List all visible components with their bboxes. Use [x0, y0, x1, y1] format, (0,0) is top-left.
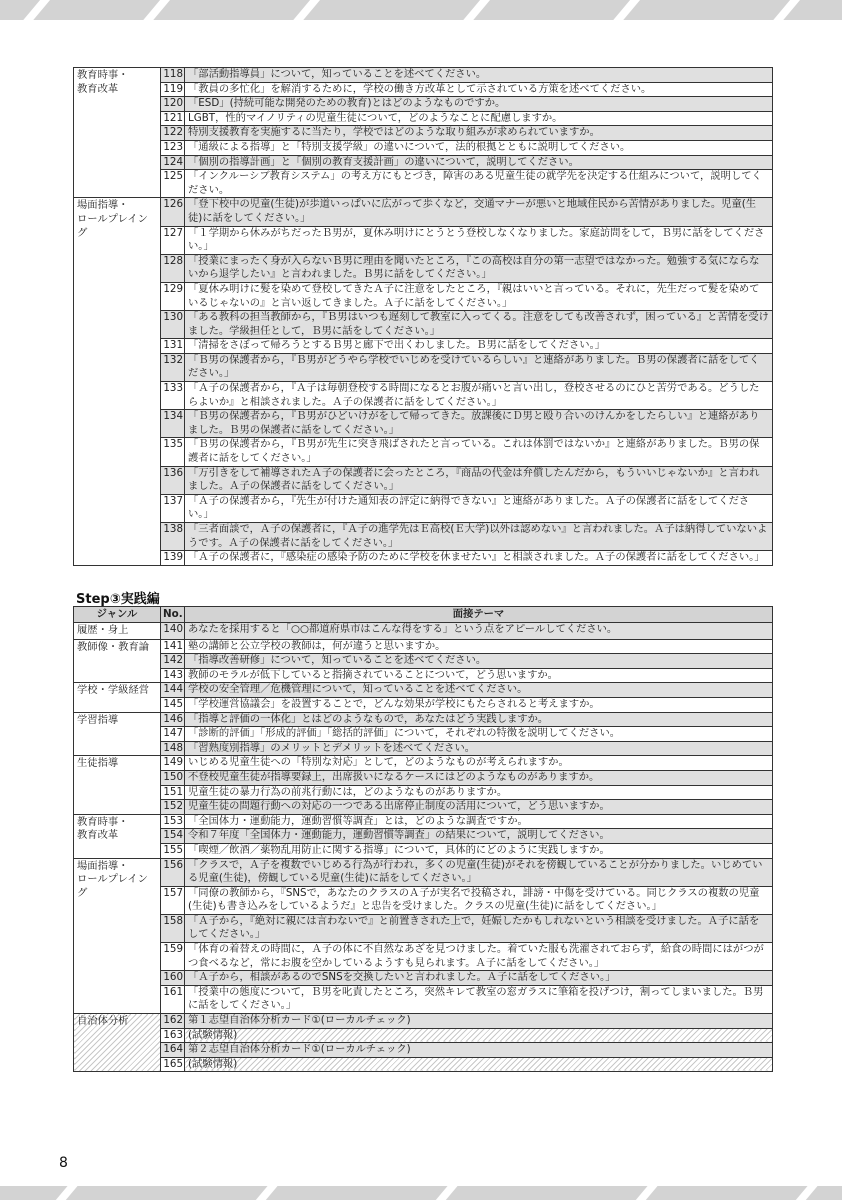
question-text: 「Ａ子から，『絶対に親には言わないで』と前置きされた上で，妊娠したかもしれないという相談を受けました。Ａ子に話をしてください。」	[185, 914, 773, 942]
question-text: 「クラスで，Ａ子を複数でいじめる行為が行われ，多くの児童(生徒)がそれを傍観していることが分かりました。いじめている児童(生徒)，傍観している児童(生徒)に話をしてください。」	[185, 858, 773, 886]
question-number: 119	[161, 82, 185, 97]
top-decorative-band	[0, 0, 842, 20]
question-text: 「Ａ子から，相談があるのでSNSを交換したいと言われました。Ａ子に話をしてください。」	[185, 971, 773, 986]
question-text: 「Ａ子の保護者から，『Ａ子は毎朝登校する時間になるとお腹が痛いと言い出し，登校させるのにひと苦労である。どうしたらよいか』と相談されました。Ａ子の保護者に話をしてください。」	[185, 382, 773, 410]
question-text: 「同僚の教師から，『SNSで，あなたのクラスのＡ子が実名で投稿され，誹謗・中傷を受けている。同じクラスの複数の児童(生徒)も書き込みをしているようだ』と忠告を受けました。クラスの児童(生徒)に話をしてください。」	[185, 886, 773, 914]
table-row	[74, 140, 773, 155]
question-number: 144	[161, 683, 185, 698]
genre-cell: 教育時事・ 教育改革	[74, 814, 161, 858]
question-number: 123	[161, 140, 185, 155]
question-number: 118	[161, 68, 185, 83]
table-row	[74, 1057, 773, 1072]
table-row	[74, 829, 773, 844]
table-row	[74, 668, 773, 683]
table-row	[74, 82, 773, 97]
table-row	[74, 494, 773, 522]
page-number: 8	[59, 1155, 68, 1171]
question-number: 145	[161, 697, 185, 712]
number-column-header: No.	[161, 607, 185, 623]
table-row	[74, 155, 773, 170]
table-row	[74, 697, 773, 712]
question-text: 「授業中の態度について，Ｂ男を叱責したところ，突然キレて教室の窓ガラスに筆箱を投げつけ，割ってしまいました。Ｂ男に話をしてください。」	[185, 985, 773, 1013]
question-text: 「ESD」(持続可能な開発のための教育)とはどのようなものですか。	[185, 97, 773, 112]
question-number: 140	[161, 623, 185, 640]
question-number: 153	[161, 814, 185, 829]
question-number: 164	[161, 1043, 185, 1058]
question-text: 「教員の多忙化」を解消するために，学校の働き方改革として示されている方策を述べてください。	[185, 82, 773, 97]
table-row	[74, 126, 773, 141]
question-text: 「全国体力・運動能力，運動習慣等調査」とは，どのような調査ですか。	[185, 814, 773, 829]
question-number: 128	[161, 254, 185, 282]
question-text: 「Ａ子の保護者に，『感染症の感染予防のために学校を休ませたい』と相談されました。Ａ子の保護者に話をしてください。」	[185, 551, 773, 566]
question-text: 「登下校中の児童(生徒)が歩道いっぱいに広がって歩くなど，交通マナーが悪いと地域住民から苦情がありました。児童(生徒)に話をしてください。」	[185, 198, 773, 226]
table-row	[74, 886, 773, 914]
question-text: 「三者面談で，Ａ子の保護者に，『Ａ子の進学先はＥ高校(Ｅ大学)以外は認めない』と言われました。Ａ子は納得していないようです。Ａ子の保護者に話をしてください。」	[185, 523, 773, 551]
genre-cell: 教師像・教育論	[74, 639, 161, 683]
question-number: 130	[161, 311, 185, 339]
question-text: 「清掃をさぼって帰ろうとするＢ男と廊下で出くわしました。Ｂ男に話をしてください。」	[185, 339, 773, 354]
question-text: 「通級による指導」と「特別支援学級」の違いについて，法的根拠とともに説明してください。	[185, 140, 773, 155]
question-text: 「部活動指導員」について，知っていることを述べてください。	[185, 68, 773, 83]
question-number: 161	[161, 985, 185, 1013]
question-number: 133	[161, 382, 185, 410]
question-number: 142	[161, 654, 185, 669]
table-row	[74, 785, 773, 800]
table-row	[74, 254, 773, 282]
question-number: 141	[161, 639, 185, 654]
table-row	[74, 712, 773, 727]
question-text: 「診断的評価」「形成的評価」「総括的評価」について，それぞれの特徴を説明してください。	[185, 727, 773, 742]
genre-cell: 学校・学級経営	[74, 683, 161, 712]
question-text: 「Ｂ男の保護者から，『Ｂ男が先生に突き飛ばされたと言っている。これは体罰ではないか』と連絡がありました。Ｂ男の保護者に話をしてください。」	[185, 438, 773, 466]
question-text: 「指導改善研修」について，知っていることを述べてください。	[185, 654, 773, 669]
table-row	[74, 311, 773, 339]
question-number: 122	[161, 126, 185, 141]
question-text: 「学校運営協議会」を設置することで，どんな効果が学校にもたらされると考えますか。	[185, 697, 773, 712]
question-number: 165	[161, 1057, 185, 1072]
bottom-decorative-band	[0, 1186, 842, 1200]
question-number: 148	[161, 741, 185, 756]
question-text: (試験情報)	[185, 1028, 773, 1043]
question-text: 第１志望自治体分析カード①(ローカルチェック)	[185, 1014, 773, 1029]
table-header-row	[74, 607, 773, 623]
table-row	[74, 410, 773, 438]
genre-column-header: ジャンル	[74, 607, 161, 623]
table-row	[74, 654, 773, 669]
question-text: 学校の安全管理／危機管理について，知っていることを述べてください。	[185, 683, 773, 698]
table-row	[74, 170, 773, 198]
question-text: 「個別の指導計画」と「個別の教育支援計画」の違いについて，説明してください。	[185, 155, 773, 170]
table-row	[74, 382, 773, 410]
table-row	[74, 770, 773, 785]
question-number: 155	[161, 843, 185, 858]
question-text: 「Ａ子の保護者から，『先生が付けた通知表の評定に納得できない』と連絡がありました。Ａ子の保護者に話をしてください。」	[185, 494, 773, 522]
table-row	[74, 1043, 773, 1058]
question-number: 136	[161, 466, 185, 494]
question-text: 第２志望自治体分析カード①(ローカルチェック)	[185, 1043, 773, 1058]
question-text: 「授業にまったく身が入らないＢ男に理由を聞いたところ，『この高校は自分の第一志望ではなかった。勉強する気にならないから退学したい』と言われました。Ｂ男に話をしてください。」	[185, 254, 773, 282]
question-text: 不登校児童生徒が指導要録上，出席扱いになるケースにはどのようなものがありますか。	[185, 770, 773, 785]
question-text: 児童生徒の問題行動への対応の一つである出席停止制度の活用について，どう思いますか。	[185, 800, 773, 815]
question-number: 143	[161, 668, 185, 683]
question-number: 137	[161, 494, 185, 522]
genre-cell: 教育時事・ 教育改革	[74, 68, 161, 198]
interview-themes-table-step3	[73, 606, 773, 1072]
question-text: 令和７年度「全国体力・運動能力，運動習慣等調査」の結果について，説明してください。	[185, 829, 773, 844]
table-row	[74, 843, 773, 858]
question-number: 135	[161, 438, 185, 466]
question-text: 「万引きをして補導されたＡ子の保護者に会ったところ，『商品の代金は弁償したんだから，もういいじゃないか』と言われました。Ａ子の保護者に話をしてください。」	[185, 466, 773, 494]
question-number: 147	[161, 727, 185, 742]
table-row	[74, 971, 773, 986]
question-text: 「指導と評価の一体化」とはどのようなもので，あなたはどう実践しますか。	[185, 712, 773, 727]
table-row	[74, 523, 773, 551]
table-row	[74, 339, 773, 354]
question-text: 「Ｂ男の保護者から，『Ｂ男がひどいけがをして帰ってきた。放課後にＤ男と殴り合いのけんかをしたらしい』と連絡がありました。Ｂ男の保護者に話をしてください。」	[185, 410, 773, 438]
question-number: 124	[161, 155, 185, 170]
question-number: 146	[161, 712, 185, 727]
table-row	[74, 1014, 773, 1029]
genre-cell: 場面指導・ ロールプレイング	[74, 198, 161, 565]
question-number: 152	[161, 800, 185, 815]
table-row	[74, 1028, 773, 1043]
question-text: 「夏休み明けに髪を染めて登校してきたＡ子に注意をしたところ，『親はいいと言っている。それに，先生だって髪を染めているじゃないの』と言い返してきました。Ａ子に話をしてください。」	[185, 282, 773, 310]
theme-column-header: 面接テーマ	[185, 607, 773, 623]
step-title: Step③実践編	[76, 592, 160, 607]
question-text: 「ある教科の担当教師から，『Ｂ男はいつも遅刻して教室に入ってくる。注意をしても改善されず，困っている』と苦情を受けました。学級担任として，Ｂ男に話をしてください。」	[185, 311, 773, 339]
question-text: いじめる児童生徒への「特別な対応」として，どのようなものが考えられますか。	[185, 756, 773, 771]
question-number: 158	[161, 914, 185, 942]
genre-cell: 自治体分析	[74, 1014, 161, 1072]
question-text: 「習熟度別指導」のメリットとデメリットを述べてください。	[185, 741, 773, 756]
question-text: 塾の講師と公立学校の教師は，何が違うと思いますか。	[185, 639, 773, 654]
table-row	[74, 639, 773, 654]
question-number: 150	[161, 770, 185, 785]
question-text: 「喫煙／飲酒／薬物乱用防止に関する指導」について，具体的にどのように実践しますか。	[185, 843, 773, 858]
genre-cell: 生徒指導	[74, 756, 161, 814]
question-number: 131	[161, 339, 185, 354]
question-number: 139	[161, 551, 185, 566]
question-number: 163	[161, 1028, 185, 1043]
table-row	[74, 683, 773, 698]
question-text: 教師のモラルが低下していると指摘されていることについて，どう思いますか。	[185, 668, 773, 683]
question-text: あなたを採用すると「○○都道府県市はこんな得をする」という点をアピールしてください。	[185, 623, 773, 640]
table-row	[74, 551, 773, 566]
question-text: 特別支援教育を実施するに当たり，学校ではどのような取り組みが求められていますか。	[185, 126, 773, 141]
question-text: 「Ｂ男の保護者から，『Ｂ男がどうやら学校でいじめを受けているらしい』と連絡がありました。Ｂ男の保護者に話をしてください。」	[185, 353, 773, 381]
table-row	[74, 914, 773, 942]
table-row	[74, 756, 773, 771]
question-number: 129	[161, 282, 185, 310]
question-number: 156	[161, 858, 185, 886]
question-number: 132	[161, 353, 185, 381]
question-number: 154	[161, 829, 185, 844]
table-row	[74, 68, 773, 83]
table-row	[74, 438, 773, 466]
question-text: LGBT，性的マイノリティの児童生徒について，どのようなことに配慮しますか。	[185, 111, 773, 126]
table-row	[74, 111, 773, 126]
question-number: 162	[161, 1014, 185, 1029]
question-number: 134	[161, 410, 185, 438]
question-number: 151	[161, 785, 185, 800]
interview-themes-table-continued	[73, 67, 773, 566]
table-row	[74, 741, 773, 756]
table-row	[74, 985, 773, 1013]
genre-cell: 場面指導・ ロールプレイング	[74, 858, 161, 1014]
genre-cell: 履歴・身上	[74, 623, 161, 640]
question-number: 125	[161, 170, 185, 198]
question-number: 121	[161, 111, 185, 126]
question-text: 「１学期から休みがちだったＢ男が，夏休み明けにとうとう登校しなくなりました。家庭訪問をして，Ｂ男に話をしてください。」	[185, 226, 773, 254]
question-number: 149	[161, 756, 185, 771]
question-text: (試験情報)	[185, 1057, 773, 1072]
question-number: 127	[161, 226, 185, 254]
table-row	[74, 943, 773, 971]
table-row	[74, 466, 773, 494]
question-number: 160	[161, 971, 185, 986]
question-text: 「インクルーシブ教育システム」の考え方にもとづき，障害のある児童生徒の就学先を決定する仕組みについて，説明してください。	[185, 170, 773, 198]
table-row	[74, 814, 773, 829]
question-number: 126	[161, 198, 185, 226]
table-row	[74, 226, 773, 254]
question-number: 120	[161, 97, 185, 112]
table-row	[74, 282, 773, 310]
question-number: 138	[161, 523, 185, 551]
table-row	[74, 858, 773, 886]
table-row	[74, 623, 773, 640]
question-number: 157	[161, 886, 185, 914]
table-row	[74, 800, 773, 815]
question-number: 159	[161, 943, 185, 971]
question-text: 児童生徒の暴力行為の前兆行動には，どのようなものがありますか。	[185, 785, 773, 800]
table-row	[74, 97, 773, 112]
question-text: 「体育の着替えの時間に，Ａ子の体に不自然なあざを見つけました。着ていた服も洗濯されておらず，給食の時間にはがつがつ食べるなど，常にお腹を空かしているようすも見られます。Ａ子に話をしてください。」	[185, 943, 773, 971]
table-row	[74, 198, 773, 226]
genre-cell: 学習指導	[74, 712, 161, 756]
table-row	[74, 353, 773, 381]
table-row	[74, 727, 773, 742]
